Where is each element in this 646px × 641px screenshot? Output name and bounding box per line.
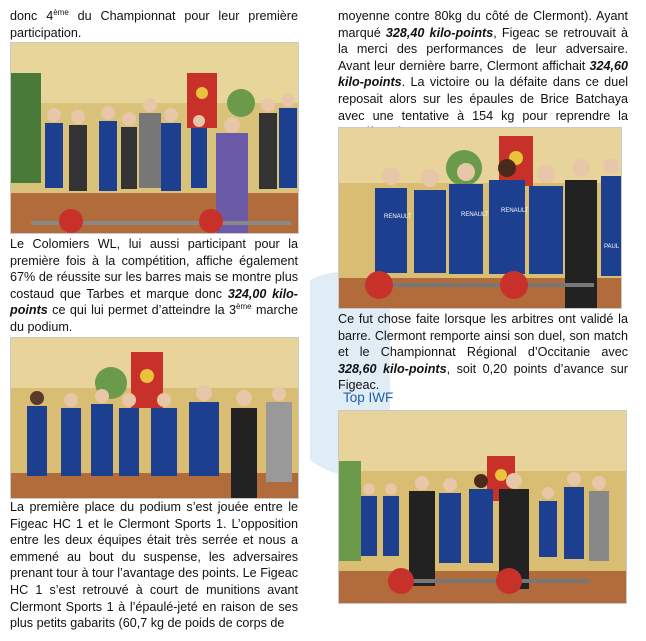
jersey-label: RENAULT xyxy=(384,214,412,220)
text-span: Ce fut chose faite lorsque les arbitres ont validé la barre. Clermont remporte ainsi son duel, son match et le Championnat Régional d’Occitanie avec xyxy=(338,312,628,360)
superscript: ème xyxy=(53,7,69,17)
left-paragraph-1 xyxy=(10,8,298,41)
photo-clermont-image xyxy=(339,128,621,308)
right-paragraph-1 xyxy=(338,8,628,141)
score-clermont-final: 328,60 kilo-points xyxy=(338,361,447,376)
text-span: moyenne contre 80kg du côté de Clermont). Ayant marqué xyxy=(338,9,628,40)
score-clermont-before: 324,60 kilo-points xyxy=(338,58,628,90)
photo-colomiers-team xyxy=(10,42,299,234)
score-figeac: 328,40 kilo-points xyxy=(385,25,494,40)
text-span: . La victoire ou la défaite dans ce duel reposait alors sur les épaules de Brice Batchaya avec une tentative à 154 kg pour reprendre la xyxy=(338,75,628,123)
photo-top-iwf-image xyxy=(339,411,626,603)
photo-figeac-team xyxy=(10,337,299,499)
section-heading-top-iwf: Top IWF xyxy=(343,390,394,405)
text-span: La première place du podium s’est jouée entre le Figeac HC 1 et le Clermont Sports 1. L’opposition entre les deux équipes était très serrée et nous a emmené au bout du suspense, les adversaires prenant tour à tour l’avantage des points. Le Figeac HC 1 s’est retrouvé à court de munitions avant Clermont Sports 1 à l’épaulé-jeté en raison de ses plus petits gabarits (60,7 kg de poids de corps de xyxy=(10,500,298,631)
text-span: ce qui lui permet d’atteindre la 3 xyxy=(47,303,237,318)
banner-label: PAUL xyxy=(604,244,620,250)
left-paragraph-3 xyxy=(10,499,298,632)
photo-colomiers-image xyxy=(11,43,298,233)
jersey-label: RENAULT xyxy=(501,208,529,214)
text-span: , Figeac se retrouvait à la merci des performances de leur adversaire. Avant leur dernière barre, Clermont affichait xyxy=(338,25,628,73)
photo-figeac-image xyxy=(11,338,298,498)
text-span: , soit 0,20 points d’avance sur Figeac. xyxy=(338,361,628,393)
left-paragraph-2 xyxy=(10,236,298,336)
text-span: marche du podium. xyxy=(10,303,298,334)
jersey-label: RENAULT xyxy=(461,212,489,218)
text-span: du Championnat pour leur première participation. xyxy=(10,9,299,40)
text-span: donc 4 xyxy=(10,9,54,23)
score-colomiers: 324,00 kilo-points xyxy=(10,286,298,318)
photo-top-iwf xyxy=(338,410,627,604)
photo-clermont-team xyxy=(338,127,622,309)
right-paragraph-2 xyxy=(338,311,628,394)
text-span: Le Colomiers WL, lui aussi participant pour la première fois à la compétition, affiche également 67% de réussite sur les barres mais se montre plus costaud que Tarbes et marque donc xyxy=(10,237,298,301)
superscript: ème xyxy=(236,302,252,312)
